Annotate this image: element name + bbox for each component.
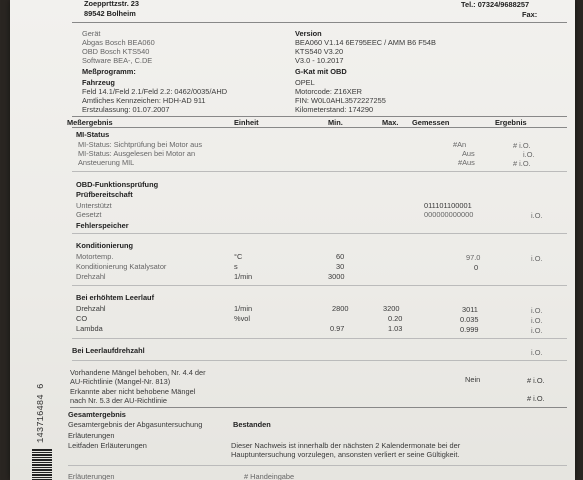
section-divider — [72, 360, 567, 361]
readiness-set-label: Gesetzt — [76, 210, 102, 219]
conditioning-row-label: Motortemp. — [76, 252, 114, 261]
workshop-fax: Fax: — [522, 10, 538, 19]
vehicle-make: OPEL — [295, 78, 315, 87]
explanations-label: Erläuterungen — [68, 431, 115, 440]
col-header-max: Max. — [382, 118, 399, 127]
validity-note-line1: Dieser Nachweis ist innerhalb der nächsten 2 Kalendermonate bei der — [231, 441, 461, 450]
conditioning-row-result: i.O. — [531, 254, 543, 263]
elevated-idle-row-label: Drehzahl — [76, 304, 106, 313]
vehicle-heading: Fahrzeug — [82, 78, 115, 87]
elevated-idle-row-result: i.O. — [531, 316, 543, 325]
footer-explanations: Erläuterungen — [68, 472, 115, 480]
readiness-supported-value: 011101100001 — [424, 201, 472, 210]
mil-row-measured: Aus — [462, 149, 475, 158]
elevated-idle-row-unit: 1/min — [234, 304, 253, 313]
mil-row-label: Ansteuerung MIL — [78, 158, 135, 167]
conditioning-row-unit: °C — [234, 252, 243, 261]
section-divider — [72, 233, 567, 234]
col-header-min: Min. — [328, 118, 343, 127]
total-value: Bestanden — [233, 420, 271, 429]
version-software: V3.0 - 10.2017 — [295, 56, 344, 65]
program-label: Meßprogramm: — [82, 67, 136, 76]
conditioning-row-measured: 97.0 — [466, 253, 481, 262]
mil-row-measured: #Aus — [458, 158, 475, 167]
elevated-idle-row-measured: 0.035 — [460, 315, 479, 324]
section-divider — [72, 338, 567, 339]
idle-speed-result: i.O. — [531, 348, 543, 357]
readiness-set-value: 000000000000 — [424, 210, 474, 219]
section-divider — [72, 171, 567, 172]
table-top-rule — [72, 116, 567, 117]
workshop-phone: Tel.: 07324/9688257 — [461, 0, 530, 9]
table-header-rule — [72, 127, 567, 128]
device-exhaust-tester: Abgas Bosch BEA060 — [82, 38, 155, 47]
workshop-address-city: 89542 Bolheim — [84, 9, 136, 18]
vehicle-type-fields: Feld 14.1/Feld 2.1/Feld 2.2: 0462/0035/AHD — [82, 87, 228, 96]
mil-row-result: # i.O. — [513, 159, 531, 168]
conditioning-heading: Konditionierung — [76, 241, 134, 250]
workshop-address-street: Zoepprttzstr. 23 — [84, 0, 140, 8]
version-kts: KTS540 V3.20 — [295, 47, 344, 56]
vehicle-vin: FIN: W0L0AHL3572227255 — [295, 96, 386, 105]
elevated-idle-heading: Bei erhöhtem Leerlauf — [76, 293, 155, 302]
conditioning-row-min: 30 — [336, 262, 345, 271]
defects-value: Nein — [465, 375, 481, 384]
elevated-idle-row-label: Lambda — [76, 324, 103, 333]
defects-open-line2: nach Nr. 5.3 der AU-Richtlinie — [70, 396, 167, 405]
readiness-heading: Prüfbereitschaft — [76, 190, 133, 199]
col-header-measured: Gemessen — [412, 118, 450, 127]
elevated-idle-row-min: 2800 — [332, 304, 349, 313]
elevated-idle-row-max: 3200 — [383, 304, 400, 313]
footer-manual-entry: # Handeingabe — [244, 472, 295, 480]
elevated-idle-row-max: 1.03 — [388, 324, 403, 333]
section-divider — [68, 465, 567, 466]
device-obd-tester: OBD Bosch KTS540 — [82, 47, 150, 56]
conditioning-row-measured: 0 — [474, 263, 479, 272]
side-serial-number: 143716484 6 — [36, 383, 46, 443]
vehicle-mileage: Kilometerstand: 174290 — [295, 105, 374, 114]
col-header-result: Ergebnis — [495, 118, 527, 127]
col-header-result-name: Meßergebnis — [67, 118, 113, 127]
mil-heading: MI-Status — [76, 130, 110, 139]
conditioning-row-label: Drehzahl — [76, 272, 106, 281]
obd-heading: OBD-Funktionsprüfung — [76, 180, 159, 189]
vehicle-first-registration: Erstzulassung: 01.07.2007 — [82, 105, 170, 114]
idle-speed-heading: Bei Leerlaufdrehzahl — [72, 346, 145, 355]
barcode-image — [32, 448, 52, 480]
elevated-idle-row-measured: 0.999 — [460, 325, 479, 334]
section-divider — [70, 407, 567, 408]
defects-open-line1: Erkannte aber nicht behobene Mängel — [70, 387, 196, 396]
mil-row-result: # i.O. — [513, 141, 531, 150]
readiness-set-result: i.O. — [531, 211, 543, 220]
mil-row-label: MI-Status: Sichtprüfung bei Motor aus — [78, 140, 203, 149]
explanations-guide-label: Leitfaden Erläuterungen — [68, 441, 147, 450]
defects-fixed-line1: Vorhandene Mängel behoben, Nr. 4.4 der — [70, 368, 206, 377]
elevated-idle-row-result: i.O. — [531, 306, 543, 315]
section-divider — [72, 285, 567, 286]
defects-result: # i.O. — [527, 376, 545, 385]
elevated-idle-row-unit: %vol — [234, 314, 251, 323]
defects-fixed-line2: AU-Richtlinie (Mangel-Nr. 813) — [70, 377, 171, 386]
total-heading: Gesamtergebnis — [68, 410, 126, 419]
readiness-supported-label: Unterstützt — [76, 201, 112, 210]
mil-row-measured: #An — [453, 140, 467, 149]
device-heading: Gerät — [82, 29, 101, 38]
fault-memory-heading: Fehlerspeicher — [76, 221, 129, 230]
col-header-unit: Einheit — [234, 118, 259, 127]
version-heading: Version — [295, 29, 322, 38]
conditioning-row-unit: s — [234, 262, 238, 271]
conditioning-row-unit: 1/min — [234, 272, 253, 281]
program-value: G-Kat mit OBD — [295, 67, 347, 76]
au-report-sheet — [10, 0, 575, 480]
conditioning-row-label: Konditionierung Katalysator — [76, 262, 167, 271]
elevated-idle-row-min: 0.97 — [330, 324, 345, 333]
total-label: Gesamtergebnis der Abgasuntersuchung — [68, 420, 203, 429]
elevated-idle-row-max: 0.20 — [388, 314, 403, 323]
elevated-idle-row-measured: 3011 — [462, 305, 478, 314]
mil-row-label: MI-Status: Ausgelesen bei Motor an — [78, 149, 196, 158]
version-bea: BEA060 V1.14 6E795EEC / AMM B6 F54B — [295, 38, 436, 47]
validity-note-line2: Hauptuntersuchung vorzulegen, ansonsten verliert er seine Gültigkeit. — [231, 450, 460, 459]
elevated-idle-row-label: CO — [76, 314, 88, 323]
conditioning-row-min: 3000 — [328, 272, 345, 281]
elevated-idle-row-result: i.O. — [531, 326, 543, 335]
conditioning-row-min: 60 — [336, 252, 345, 261]
defects-result: # i.O. — [527, 394, 545, 403]
vehicle-license-plate: Amtliches Kennzeichen: HDH-AD 911 — [82, 96, 206, 105]
device-software: Software BEA-, C.DE — [82, 56, 153, 65]
mil-row-result: i.O. — [523, 150, 535, 159]
header-divider — [72, 22, 567, 23]
vehicle-engine-code: Motorcode: Z16XER — [295, 87, 362, 96]
